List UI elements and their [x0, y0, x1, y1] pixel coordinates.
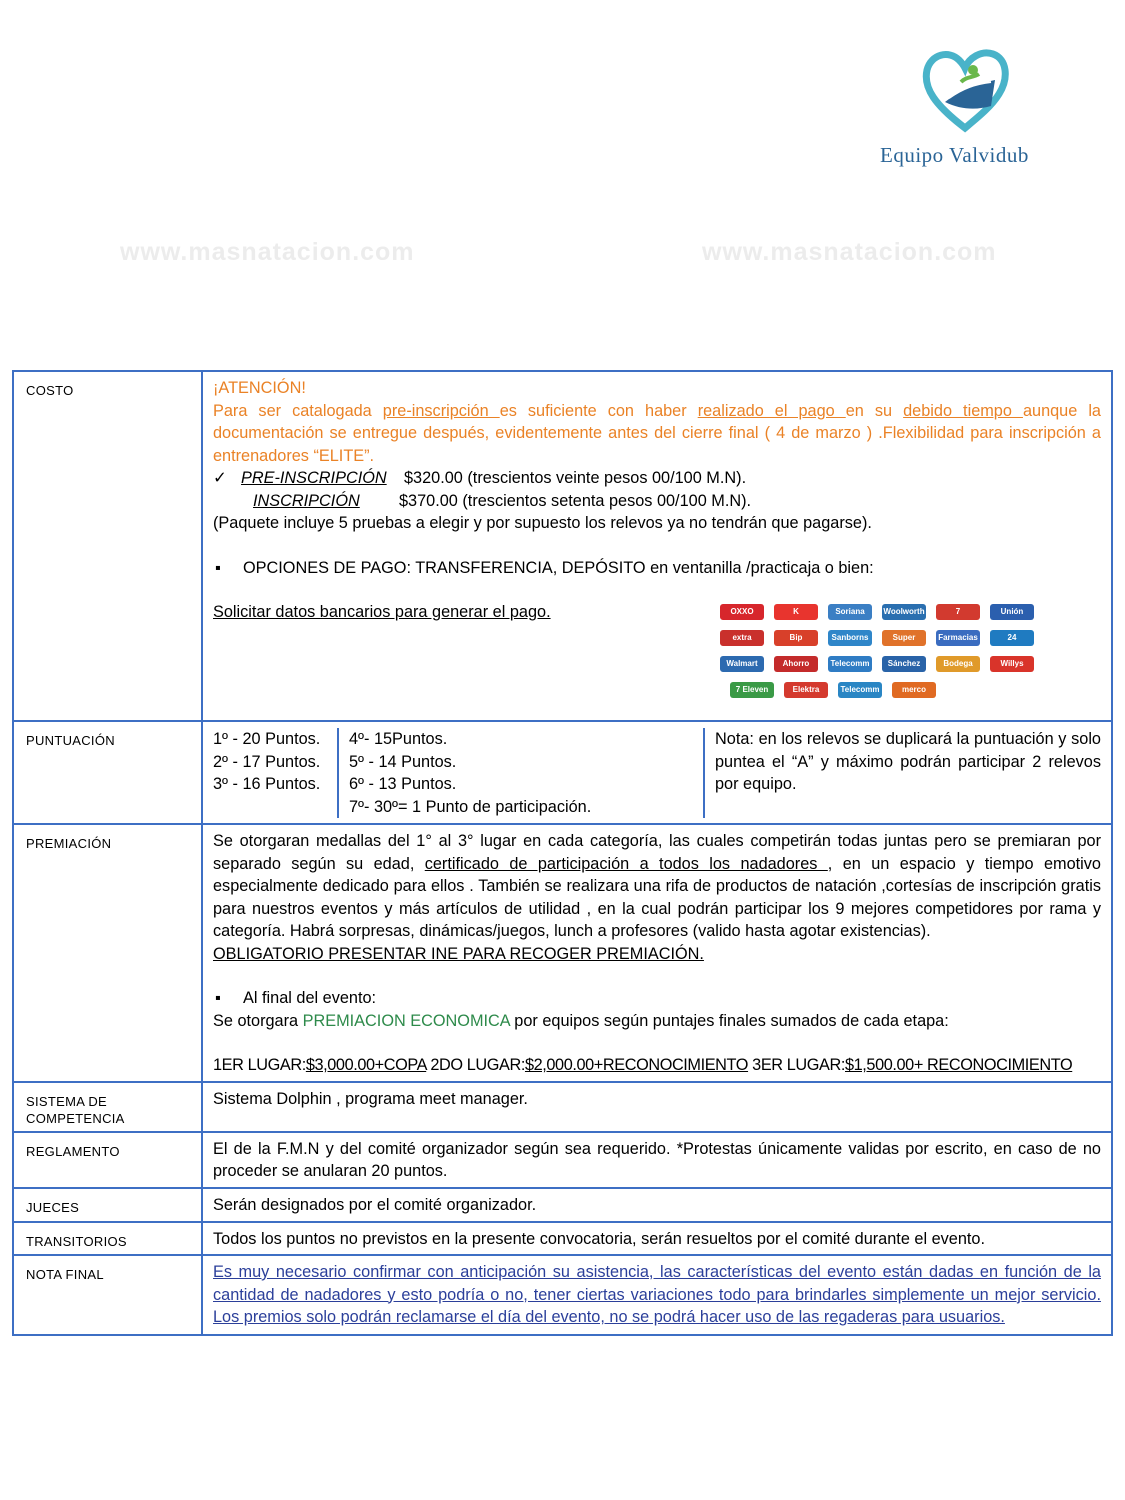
store-logo: 7 Eleven: [730, 682, 774, 698]
store-logo: OXXO: [720, 604, 764, 620]
store-logo: Woolworth: [882, 604, 926, 620]
info-table: [12, 370, 1113, 1336]
content-premiacion: [202, 824, 1112, 1082]
price-preinscription: ✓ PRE-INSCRIPCIÓN $320.00 (trescientos veinte pesos 00/100 M.N).: [213, 467, 1101, 490]
row-reglamento: [13, 1132, 1112, 1188]
mandatory-ine: OBLIGATORIO PRESENTAR INE PARA RECOGER PREMIACIÓN.: [213, 944, 704, 963]
content-reglamento: El de la F.M.N y del comité organizador según sea requerido. *Protestas únicamente validas por escrito, en caso de no proceder se anularan 20 puntos.: [202, 1132, 1112, 1188]
content-jueces: Serán designados por el comité organizador.: [202, 1188, 1112, 1222]
heart-logo-icon: [915, 40, 1015, 140]
check-icon: ✓: [213, 469, 227, 487]
store-logo: Soriana: [828, 604, 872, 620]
store-logo: extra: [720, 630, 764, 646]
store-logo: Sánchez: [882, 656, 926, 672]
store-logo: Elektra: [784, 682, 828, 698]
store-logo: 24: [990, 630, 1034, 646]
bullet-icon: ▪: [215, 989, 221, 1007]
store-logo: Unión: [990, 604, 1034, 620]
store-logo: Ahorro: [774, 656, 818, 672]
team-logo: [860, 30, 1075, 190]
store-logo: Willys: [990, 656, 1034, 672]
row-nota-final: [13, 1255, 1112, 1335]
content-sistema: Sistema Dolphin , programa meet manager.: [202, 1082, 1112, 1132]
content-transitorios: Todos los puntos no previstos en la presente convocatoria, serán resueltos por el comité durante el evento.: [202, 1222, 1112, 1256]
row-sistema: [13, 1082, 1112, 1132]
store-logo: merco: [892, 682, 936, 698]
points-col-2: 4º- 15Puntos. 5º - 14 Puntos. 6º - 13 Puntos. 7º- 30º= 1 Punto de participación.: [338, 728, 704, 818]
label-puntuacion: PUNTUACIÓN: [13, 721, 202, 824]
store-logo: Bip: [774, 630, 818, 646]
content-puntuacion: [202, 721, 1112, 824]
label-costo: COSTO: [13, 371, 202, 721]
store-logo: Telecomm: [838, 682, 882, 698]
bank-data-note: Solicitar datos bancarios para generar el pago.: [213, 603, 551, 621]
label-transitorios: TRANSITORIOS: [13, 1222, 202, 1256]
store-logo: Super: [882, 630, 926, 646]
points-col-1: 1º - 20 Puntos. 2º - 17 Puntos. 3º - 16 Puntos.: [213, 730, 321, 793]
label-reglamento: REGLAMENTO: [13, 1132, 202, 1188]
label-sistema: SISTEMA DE COMPETENCIA: [13, 1082, 202, 1132]
bullet-icon: ▪: [215, 558, 221, 577]
row-puntuacion: [13, 721, 1112, 824]
payment-options: ▪ OPCIONES DE PAGO: TRANSFERENCIA, DEPÓSITO en ventanilla /practicaja o bien:: [213, 557, 1101, 580]
prize-places: 1ER LUGAR:$3,000.00+COPA 2DO LUGAR:$2,000.00+RECONOCIMIENTO 3ER LUGAR:$1,500.00+ RECONOCIMIENTO: [213, 1056, 1073, 1074]
content-nota-final: Es muy necesario confirmar con anticipación su asistencia, las características del evento están dadas en función de la cantidad de nadadores y esto podría o no, tener ciertas variaciones todo para brindarles simplemente un mejor servicio. Los premios solo podrán reclamarse el día del evento, no se podrá hacer uso de las regaderas para usuarios.: [202, 1255, 1112, 1335]
points-table: [213, 728, 1101, 818]
label-nota-final: NOTA FINAL: [13, 1255, 202, 1335]
store-logo: Walmart: [720, 656, 764, 672]
preinscription-paragraph: Para ser catalogada pre-inscripción es suficiente con haber realizado el pago en su debido tiempo aunque la documentación se entregue después, evidentemente antes del cierre final ( 4 de marzo ) .Flexibilidad para inscripción a entrenadores “ELITE”.: [213, 401, 1101, 465]
watermark: www.masnatacion.com: [702, 238, 997, 266]
store-logo: 7: [936, 604, 980, 620]
label-jueces: JUECES: [13, 1188, 202, 1222]
final-event-title: ▪ Al final del evento:: [213, 987, 1101, 1010]
store-logo: Bodega: [936, 656, 980, 672]
economic-award: Se otorgara PREMIACION ECONOMICA por equipos según puntajes finales sumados de cada etapa:: [213, 1011, 949, 1030]
relay-note: Nota: en los relevos se duplicará la puntuación y solo puntea el “A” y máximo podrán participar 2 relevos por equipo.: [715, 730, 1101, 793]
store-logo: Farmacias: [936, 630, 980, 646]
row-premiacion: [13, 824, 1112, 1082]
payment-logos: [720, 600, 1038, 706]
store-logo: K: [774, 604, 818, 620]
store-logo: Sanborns: [828, 630, 872, 646]
awards-paragraph: Se otorgaran medallas del 1° al 3° lugar en cada categoría, las cuales competirán todas juntas pero se premiaran por separado según su edad, certificado de participación a todos los nadadores , en un espacio y tiempo emotivo especialmente dedicado para ellos . También se realizara una rifa de productos de natación ,cortesías de inscripción gratis para nuestros eventos y más artículos de utilidad , en la cual podrán participar los 9 mejores competidores por rama y categoría. Habrá sorpresas, dinámicas/juegos, lunch a profesores (valido hasta agotar existencias).: [213, 832, 1101, 940]
price-inscription: INSCRIPCIÓN $370.00 (trescientos setenta pesos 00/100 M.N).: [253, 491, 752, 510]
row-transitorios: [13, 1222, 1112, 1256]
row-jueces: [13, 1188, 1112, 1222]
store-logo: Telecomm: [828, 656, 872, 672]
label-premiacion: PREMIACIÓN: [13, 824, 202, 1082]
package-note: (Paquete incluye 5 pruebas a elegir y por supuesto los relevos ya no tendrán que pagarse).: [213, 514, 872, 532]
attention-title: ¡ATENCIÓN!: [213, 379, 306, 397]
watermark: www.masnatacion.com: [120, 238, 415, 266]
logo-text: Equipo Valvidub: [880, 143, 1029, 167]
